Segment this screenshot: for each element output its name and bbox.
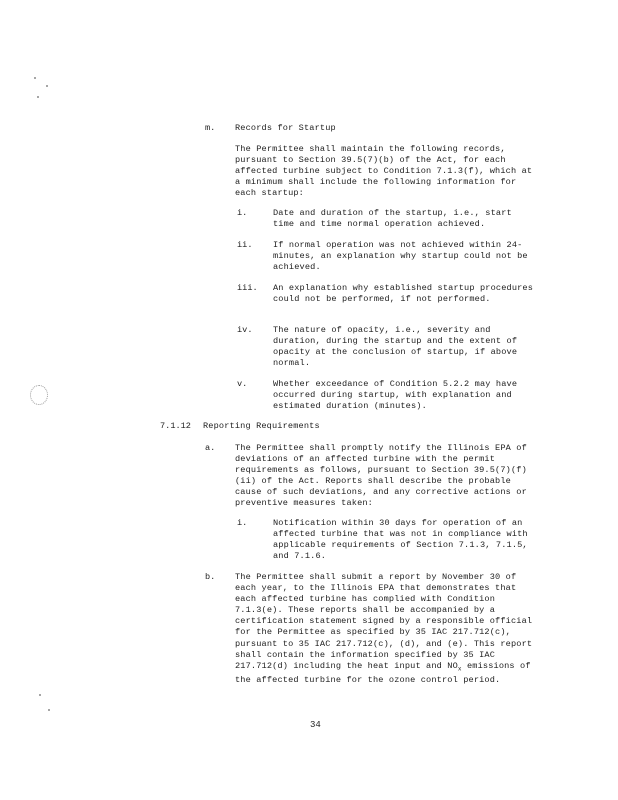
list-item: An explanation why established startup procedures could not be performed, if not performed.	[273, 283, 534, 305]
item-marker: ii.	[237, 240, 253, 250]
paragraph-b-main: The Permittee shall submit a report by November 30 of each year, to the Illinois EPA that demonstrates that each affected turbine has complied with Condition 7.1.3(e). These reports shall be accompanied by a certification statement signed by a responsible official for the Permittee as specified by 35 IAC 217.712(c), pursuant to 35 IAC 217.712(c), (d), and (e). This report shall contain the information specified by 35 IAC 217.712(d) including the heat input and NO	[235, 572, 533, 671]
item-marker: i.	[237, 208, 248, 218]
paragraph-b-marker: b.	[205, 572, 216, 582]
item-marker: iv.	[237, 325, 253, 335]
paragraph-a-marker: a.	[205, 443, 216, 453]
paragraph-b-tail: emissions of the affected turbine for the ozone control period.	[235, 660, 531, 685]
list-item: Date and duration of the startup, i.e., start time and time normal operation achieved.	[273, 208, 512, 230]
scan-speck	[37, 96, 39, 98]
scan-speck	[39, 694, 41, 696]
section-m-heading: Records for Startup	[235, 123, 336, 133]
page-number: 34	[310, 720, 321, 730]
scan-speck	[34, 77, 36, 79]
paragraph-a: The Permittee shall promptly notify the Illinois EPA of deviations of an affected turbine with the permit requirements as follows, pursuant to Section 39.5(7)(f)(ii) of the Act. Reports shall describe the probable cause of such deviations, and any corrective actions or preventive measures taken:	[235, 443, 527, 509]
list-item: Notification within 30 days for operation of an affected turbine that was not in compliance with applicable requirements of Section 7.1.3, 7.1.5, and 7.1.6.	[273, 518, 528, 562]
scan-speck	[48, 709, 50, 711]
list-item: Whether exceedance of Condition 5.2.2 may have occurred during startup, with explanation and estimated duration (minutes).	[273, 379, 518, 412]
section-m-intro: The Permittee shall maintain the following records, pursuant to Section 39.5(7)(b) of the Act, for each affected turbine subject to Condition 7.1.3(f), which at a minimum shall include the following information for each startup:	[235, 144, 533, 199]
item-marker: iii.	[237, 283, 258, 293]
nox-subscript: x	[457, 665, 462, 673]
item-marker: v.	[237, 379, 248, 389]
list-item: If normal operation was not achieved within 24-minutes, an explanation why startup could not be achieved.	[273, 240, 528, 273]
scan-speck	[46, 85, 48, 87]
paragraph-b	[235, 572, 535, 686]
section-heading: Reporting Requirements	[203, 421, 320, 431]
section-number: 7.1.12	[160, 421, 191, 431]
list-item: The nature of opacity, i.e., severity and duration, during the startup and the extent of opacity at the conclusion of startup, if above normal.	[273, 325, 518, 369]
item-marker: i.	[237, 518, 248, 528]
section-m-marker: m.	[205, 123, 216, 133]
binder-hole-mark	[30, 385, 48, 405]
